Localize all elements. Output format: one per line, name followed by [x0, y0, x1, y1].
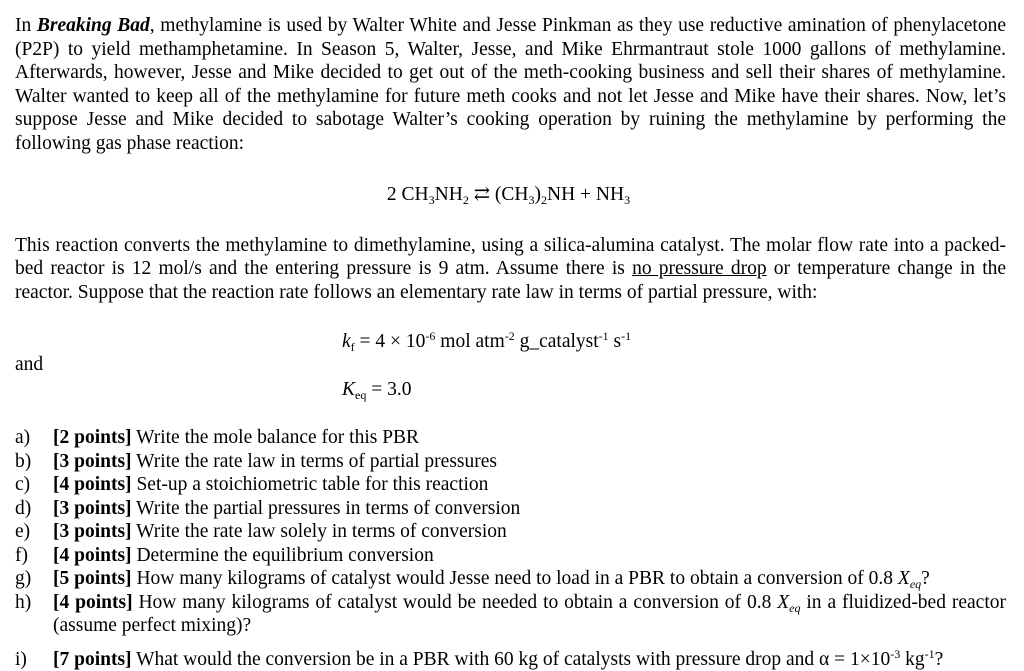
question-body: [53, 591, 1006, 638]
conversion-symbol: X: [897, 568, 910, 589]
question-item: [15, 497, 1006, 521]
question-item: [15, 426, 1006, 450]
question-body: [53, 567, 1006, 591]
question-text: What would the conversion be in a PBR with 60 kg of catalysts with pressure drop and α = 1×10: [131, 648, 891, 670]
kf-exponent: -1: [598, 329, 609, 343]
question-letter: g): [15, 568, 32, 589]
question-letter: b): [15, 450, 32, 472]
question-item: [15, 648, 1006, 671]
question-points: [5 points]: [53, 568, 132, 589]
conversion-symbol: X: [777, 591, 790, 613]
forward-rate-constant: [342, 330, 631, 354]
question-points: [4 points]: [53, 474, 132, 495]
question-body: [53, 497, 1006, 521]
question-text: How many kilograms of catalyst would be needed to obtain a conversion of 0.8: [132, 591, 778, 613]
question-item: [15, 544, 1006, 568]
question-letter: h): [15, 591, 32, 613]
question-item: [15, 520, 1006, 544]
keq-symbol: K: [342, 379, 356, 400]
alpha-exponent: -3: [890, 646, 901, 661]
kf-symbol: k: [342, 331, 351, 352]
eq-product: NH + NH: [547, 184, 625, 205]
question-unit: kg: [900, 648, 925, 670]
question-points: [4 points]: [53, 544, 132, 566]
question-body: [53, 648, 1006, 671]
eq-sub: 3: [528, 193, 535, 207]
question-body: [53, 520, 1006, 544]
question-letter: d): [15, 497, 32, 519]
rate-constants: [15, 324, 1006, 416]
question-body: [53, 473, 1006, 497]
question-points: [3 points]: [53, 497, 132, 519]
equilibrium-constant: [342, 378, 411, 402]
reaction-description: [15, 234, 1006, 305]
kf-subscript: f: [350, 340, 355, 354]
question-text: Set-up a stoichiometric table for this reaction: [131, 474, 489, 495]
question-letter: a): [15, 427, 31, 448]
kf-unit: mol atm: [435, 331, 505, 352]
question-item: [15, 591, 1006, 638]
question-item: [15, 567, 1006, 591]
question-text-end: in a fluidized-bed reactor (assume perfect mixing)?: [53, 591, 1006, 636]
eq-sub: 3: [428, 193, 435, 207]
question-text-end: ?: [921, 568, 930, 589]
kf-exponent: -6: [425, 329, 436, 343]
unit-exponent: -1: [924, 646, 935, 661]
question-letter: e): [15, 521, 31, 542]
keq-subscript: eq: [355, 388, 367, 402]
conversion-subscript: eq: [789, 600, 801, 615]
kf-unit: g_catalyst: [514, 331, 599, 352]
question-body: [53, 544, 1006, 568]
intro-text-start: In: [15, 15, 37, 36]
question-points: [4 points]: [53, 591, 133, 613]
kf-exponent: -2: [504, 329, 515, 343]
intro-paragraph: [15, 14, 1006, 155]
eq-sub: 2: [462, 193, 469, 207]
keq-value: = 3.0: [366, 379, 412, 400]
question-letter: i): [15, 648, 27, 670]
description-text: This reaction converts the methylamine to dimethylamine, using a silica-alumina catalyst. The molar flow rate into a packed-bed reactor is 12 mol/s and the entering pressure is 9 atm. Assume there is: [15, 234, 1006, 279]
question-text: Determine the equilibrium conversion: [131, 544, 434, 566]
question-list: [15, 426, 1006, 671]
description-text-end: or temperature change in the reactor. Suppose that the reaction rate follows an elementary rate law in terms of partial pressure, with:: [15, 258, 1007, 303]
kf-unit: s: [608, 331, 622, 352]
question-points: [3 points]: [53, 521, 132, 542]
conversion-subscript: eq: [909, 577, 922, 591]
question-letter: c): [15, 474, 31, 495]
question-text-end: ?: [934, 648, 944, 670]
question-text: Write the partial pressures in terms of conversion: [131, 497, 521, 519]
reaction-equation: [15, 183, 1006, 207]
question-points: [7 points]: [53, 648, 132, 670]
and-label: and: [15, 354, 44, 375]
equilibrium-arrow: ⇄: [468, 184, 495, 205]
kf-value: = 4 × 10: [354, 331, 426, 352]
question-item: [15, 473, 1006, 497]
question-text: Write the rate law in terms of partial pressures: [131, 450, 497, 472]
question-text: How many kilograms of catalyst would Jesse need to load in a PBR to obtain a conversion of 0.8: [131, 568, 898, 589]
question-text: Write the rate law solely in terms of conversion: [131, 521, 507, 542]
question-points: [3 points]: [53, 450, 132, 472]
question-letter: f): [15, 544, 28, 566]
eq-product: ): [534, 184, 541, 205]
question-text: Write the mole balance for this PBR: [131, 427, 420, 448]
eq-reactant-nh: NH: [434, 184, 463, 205]
eq-reactant: 2 CH: [386, 184, 429, 205]
question-item: [15, 450, 1006, 474]
eq-sub: 2: [541, 193, 547, 207]
intro-text-rest: , methylamine is used by Walter White and Jesse Pinkman as they use reductive amination of phenylacetone (P2P) to yield methamphetamine. In Season 5, Walter, Jesse, and Mike Ehrmantraut stole 1000 gallons of methylamine. Afterwards, however, Jesse and Mike decided to get out of the meth-cooking business and sell their shares of methylamine. Walter wanted to keep all of the methylamine for future meth cooks and not let Jesse and Mike have their shares. Now, let’s suppose Jesse and Mike decided to sabotage Walter’s cooking operation by ruining the methylamine by performing the following gas phase reaction:: [15, 15, 1006, 154]
kf-exponent: -1: [621, 329, 632, 343]
show-title: Breaking Bad: [36, 15, 150, 36]
question-body: [53, 426, 1006, 450]
question-body: [53, 450, 1006, 474]
underlined-text: no pressure drop: [632, 258, 767, 279]
eq-product: (CH: [494, 184, 529, 205]
eq-sub: 3: [624, 193, 631, 207]
question-points: [2 points]: [53, 427, 132, 448]
